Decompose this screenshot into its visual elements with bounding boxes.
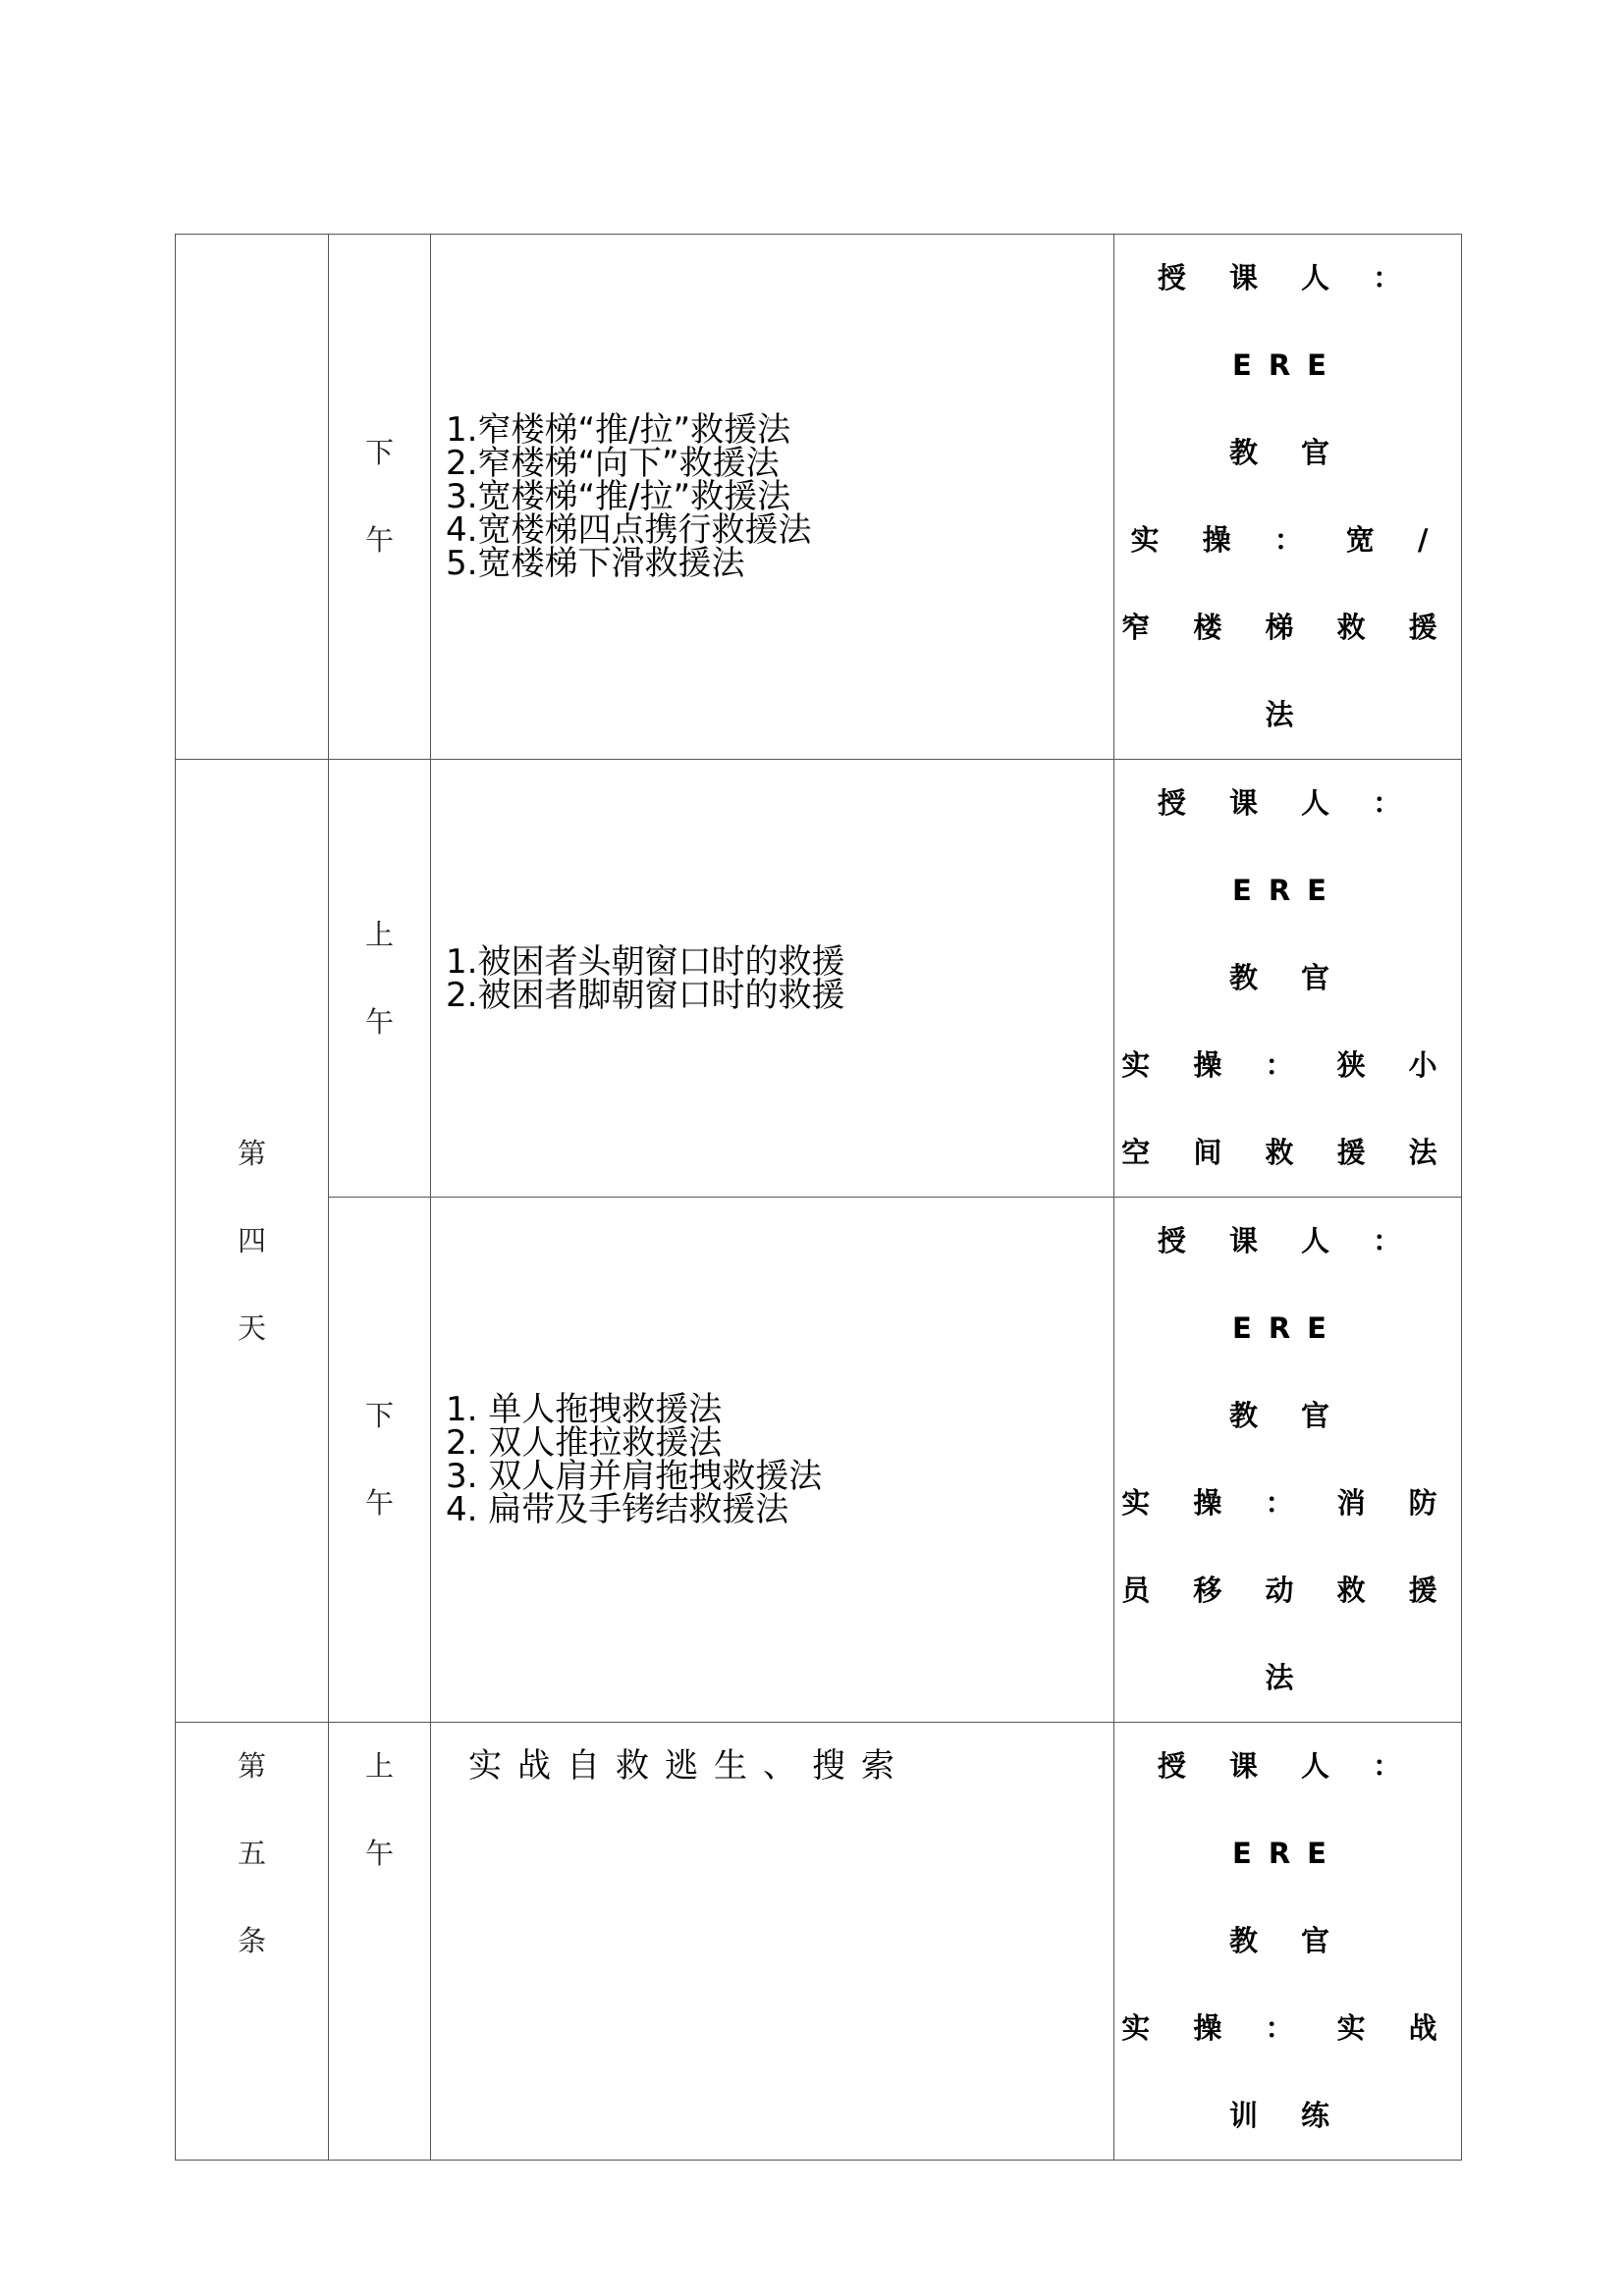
period-char: 午: [364, 1004, 394, 1039]
content-cell: [431, 760, 1114, 1198]
list-item: 1.被困者头朝窗口时的救援: [446, 941, 845, 982]
list-item: 1. 单人拖拽救援法: [446, 1390, 723, 1429]
instructor-cell: [1114, 235, 1462, 760]
period-cell: [329, 1723, 431, 2161]
table-row: [176, 235, 1462, 760]
list-item: 1.窄楼梯“推/拉”救援法: [446, 410, 791, 450]
table-row: [176, 1198, 1462, 1723]
list-item: 3.宽楼梯“推/拉”救援法: [446, 477, 791, 516]
period-char: 午: [364, 1837, 394, 1870]
list-item: 2.窄楼梯“向下”救援法: [446, 444, 780, 483]
instructor-line: 教 官: [1228, 961, 1347, 994]
period-cell: [329, 760, 431, 1198]
table-row: [176, 1723, 1462, 2161]
instructor-cell: [1114, 1198, 1462, 1723]
instructor-line: 实 操 ： 消 防: [1121, 1486, 1454, 1520]
day-cell-blank: [176, 235, 329, 760]
period-char: 下: [364, 436, 394, 469]
instructor-line: 员 移 动 救 援: [1121, 1574, 1454, 1607]
list-item: 3. 双人肩并肩拖拽救援法: [446, 1457, 823, 1496]
instructor-line: 法: [1265, 1661, 1311, 1694]
list-item: 5.宽楼梯下滑救援法: [446, 544, 745, 583]
period-cell: [329, 235, 431, 760]
day-char: 第: [237, 1136, 266, 1170]
instructor-line: 授 课 人 ： ERE: [1157, 786, 1419, 907]
instructor-line: 训 练: [1228, 2099, 1347, 2132]
table-row: [176, 760, 1462, 1198]
content-cell: [431, 1198, 1114, 1723]
instructor-cell: [1114, 760, 1462, 1198]
list-item: 4.宽楼梯四点携行救援法: [446, 510, 812, 550]
day-char: 四: [237, 1223, 266, 1257]
period-cell: [329, 1198, 431, 1723]
list-item: 2. 双人推拉救援法: [446, 1423, 723, 1463]
instructor-cell: [1114, 1723, 1462, 2161]
content-cell: [431, 235, 1114, 760]
day-cell: [176, 760, 329, 1723]
instructor-line: 授 课 人 ： ERE: [1157, 261, 1419, 382]
instructor-line: 授 课 人 ： ERE: [1157, 1749, 1419, 1870]
instructor-line: 法: [1265, 698, 1311, 731]
instructor-line: 实 操 ： 宽 /: [1130, 523, 1445, 557]
day-char: 天: [237, 1310, 266, 1345]
list-item: 实战自救逃生、搜索: [468, 1746, 910, 1786]
instructor-line: 实 操 ： 狭 小: [1121, 1048, 1454, 1082]
instructor-line: 教 官: [1228, 436, 1347, 469]
day-cell: [176, 1723, 329, 2161]
instructor-line: 教 官: [1228, 1924, 1347, 1957]
instructor-line: 教 官: [1228, 1399, 1347, 1432]
list-item: 4. 扁带及手铐结救援法: [446, 1490, 789, 1529]
period-char: 午: [364, 1486, 394, 1520]
instructor-line: 授 课 人 ： ERE: [1157, 1224, 1419, 1345]
period-char: 上: [364, 1749, 394, 1783]
content-cell: [431, 1723, 1114, 2161]
day-char: 五: [237, 1837, 266, 1870]
day-char: 第: [237, 1749, 266, 1783]
day-char: 条: [237, 1924, 266, 1957]
instructor-line: 空 间 救 援 法: [1121, 1136, 1454, 1169]
instructor-line: 实 操 ： 实 战: [1121, 2011, 1454, 2045]
list-item: 2.被困者脚朝窗口时的救援: [446, 975, 845, 1015]
period-char: 午: [364, 523, 394, 557]
period-char: 上: [364, 917, 394, 951]
period-char: 下: [364, 1399, 394, 1432]
schedule-table: [175, 234, 1462, 2161]
instructor-line: 窄 楼 梯 救 援: [1121, 611, 1454, 644]
